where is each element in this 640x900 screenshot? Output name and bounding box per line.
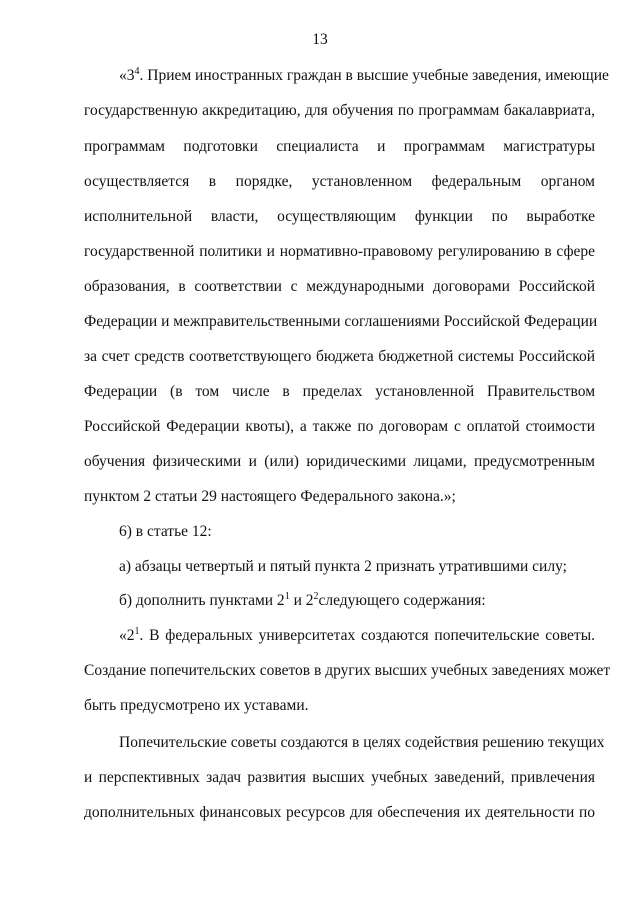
- superscript: 1: [284, 591, 290, 602]
- paragraph-line: осуществляется в порядке, установленном федеральным органом: [84, 173, 595, 190]
- paragraph-line: Создание попечительских советов в других высших учебных заведениях может: [84, 662, 611, 679]
- paragraph-line: Российской Федерации квоты), а также по договорам с оплатой стоимости: [84, 418, 595, 435]
- paragraph-line: образования, в соответствии с международными договорами Российской: [84, 278, 595, 295]
- text-run: «2: [119, 627, 135, 644]
- text-run: б) дополнить пунктами 2: [119, 592, 285, 609]
- superscript: 2: [313, 591, 319, 602]
- paragraph-line: за счет средств соответствующего бюджета бюджетной системы Российской: [84, 348, 595, 365]
- paragraph-line: быть предусмотрено их уставами.: [84, 697, 309, 714]
- paragraph-line: а) абзацы четвертый и пятый пункта 2 признать утратившими силу;: [119, 558, 567, 575]
- paragraph-line: программам подготовки специалиста и программам магистратуры: [84, 138, 595, 155]
- superscript: 1: [134, 626, 140, 637]
- text-run: . В федеральных университетах создаются попечительские советы.: [139, 627, 595, 644]
- paragraph-line: государственную аккредитацию, для обучения по программам бакалавриата,: [84, 102, 595, 119]
- paragraph-line: исполнительной власти, осуществляющим функции по выработке: [84, 208, 595, 225]
- paragraph-line: государственной политики и нормативно-правовому регулированию в сфере: [84, 243, 595, 260]
- paragraph-line: обучения физическими и (или) юридическими лицами, предусмотренным: [84, 453, 595, 470]
- text-run: . Прием иностранных граждан в высшие учебные заведения, имеющие: [139, 67, 609, 84]
- paragraph-line: и перспективных задач развития высших учебных заведений, привлечения: [84, 769, 595, 786]
- paragraph-line: пунктом 2 статьи 29 настоящего Федерального закона.»;: [84, 488, 456, 505]
- text-run: и 2: [289, 592, 314, 609]
- paragraph-line: дополнительных финансовых ресурсов для обеспечения их деятельности по: [84, 804, 595, 821]
- paragraph-line: Федерации и межправительственными соглашениями Российской Федерации: [84, 313, 598, 330]
- text-run: «3: [119, 67, 135, 84]
- paragraph-line: [119, 66, 609, 85]
- text-run: следующего содержания:: [318, 592, 486, 609]
- superscript: 4: [134, 66, 140, 77]
- page-number: 13: [312, 31, 328, 48]
- paragraph-line: Попечительские советы создаются в целях содействия решению текущих: [119, 734, 605, 751]
- paragraph-line: [119, 627, 595, 645]
- paragraph-line: [119, 592, 595, 610]
- paragraph-line: Федерации (в том числе в пределах установленной Правительством: [84, 383, 595, 400]
- paragraph-line: 6) в статье 12:: [119, 523, 212, 540]
